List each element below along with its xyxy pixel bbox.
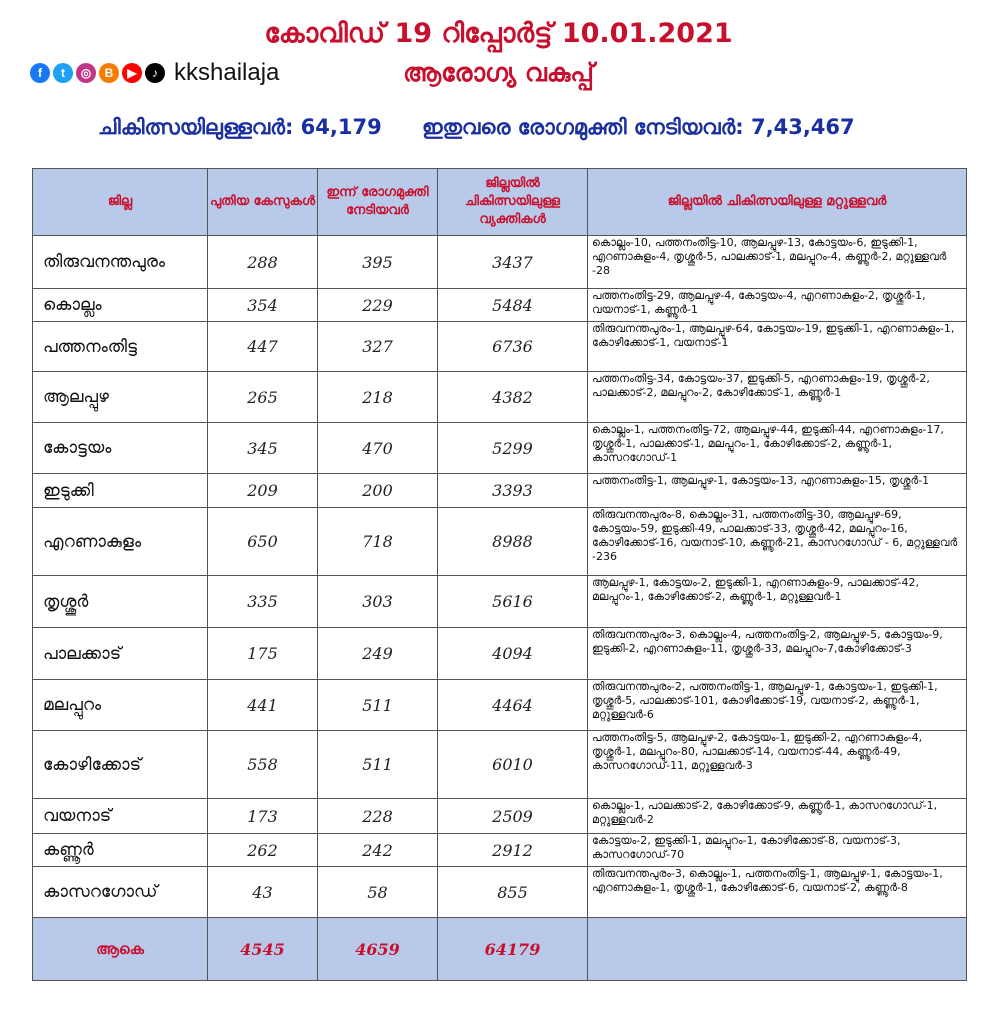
new-cases: 265 [208,372,318,423]
others-breakdown: തിരുവനന്തപുരം-2, പത്തനംതിട്ട-1, ആലപ്പുഴ-1, കോട്ടയം-1, ഇടുക്കി-1, തൃശ്ശൂർ-5, പാലക്കാട്-101, കോഴിക്കോട്-19, വയനാട്-2, കണ്ണൂർ-1, മറ്റുള്ളവർ-6 [588,680,967,731]
district-name: കാസറഗോഡ് [33,867,208,918]
recovered-today: 327 [318,322,438,372]
district-name: തിരുവനന്തപുരം [33,236,208,289]
district-name: കോഴിക്കോട് [33,731,208,799]
others-breakdown: തിരുവനന്തപുരം-8, കൊല്ലം-31, പത്തനംതിട്ട-30, ആലപ്പുഴ-69, കോട്ടയം-59, ഇടുക്കി-49, പാലക്കാട്-33, തൃശ്ശൂർ-42, മലപ്പുറം-16, കോഴിക്കോട്-16, വയനാട്-10, കണ്ണൂർ-21, കാസറഗോഡ് - 6, മറ്റുള്ളവർ -236 [588,508,967,576]
table-row [33,799,967,834]
new-cases: 447 [208,322,318,372]
others-breakdown: തിരുവനന്തപുരം-3, കൊല്ലം-4, പത്തനംതിട്ട-2, ആലപ്പുഴ-5, കോട്ടയം-9, ഇടുക്കി-2, എറണാകുളം-11, തൃശ്ശൂർ-33, മലപ്പുറം-7,കോഴിക്കോട്-3 [588,628,967,680]
table-row [33,680,967,731]
recovered-summary: ഇതുവരെ രോഗമുക്തി നേടിയവർ: 7,43,467 [422,115,855,139]
new-cases: 558 [208,731,318,799]
others-breakdown: പത്തനംതിട്ട-5, ആലപ്പുഴ-2, കോട്ടയം-1, ഇടുക്കി-2, എറണാകുളം-4, തൃശ്ശൂർ-1, മലപ്പുറം-80, പാലക്കാട്-14, വയനാട്-44, കണ്ണൂർ-49, കാസറഗോഡ്-11, മറ്റുള്ളവർ-3 [588,731,967,799]
blogger-icon[interactable]: B [99,63,119,83]
report-title: കോവിഡ് 19 റിപ്പോർട്ട് 10.01.2021 [264,18,733,49]
recovered-today: 228 [318,799,438,834]
total-label: ആകെ [33,918,208,981]
under-treatment: 2912 [438,834,588,867]
district-report-table [32,168,967,981]
recovered-today: 395 [318,236,438,289]
new-cases: 650 [208,508,318,576]
others-breakdown: ആലപ്പുഴ-1, കോട്ടയം-2, ഇടുക്കി-1, എറണാകുളം-9, പാലക്കാട്-42, മലപ്പുറം-1, കോഴിക്കോട്-2, കണ്ണൂർ-1, മറ്റുള്ളവർ-1 [588,576,967,628]
district-name: ഇടുക്കി [33,474,208,508]
new-cases-header: പുതിയ കേസുകൾ [208,169,318,236]
district-name: മലപ്പുറം [33,680,208,731]
under-treatment: 4094 [438,628,588,680]
youtube-icon[interactable]: ▶ [122,63,142,83]
table-row [33,423,967,474]
under-treatment: 6010 [438,731,588,799]
facebook-icon[interactable]: f [30,63,50,83]
district-name: ആലപ്പുഴ [33,372,208,423]
total-recovered: 4659 [318,918,438,981]
new-cases: 335 [208,576,318,628]
table-row [33,322,967,372]
under-treatment: 5484 [438,289,588,322]
table-row [33,628,967,680]
under-treatment: 5299 [438,423,588,474]
under-treatment: 855 [438,867,588,918]
others-breakdown: കൊല്ലം-1, പാലക്കാട്-2, കോഴിക്കോട്-9, കണ്ണൂർ-1, കാസറഗോഡ്-1, മറ്റുള്ളവർ-2 [588,799,967,834]
table-row [33,834,967,867]
under-treatment-header: ജില്ലയിൽ ചികിത്സയിലുള്ള വ്യക്തികൾ [438,169,588,236]
new-cases: 441 [208,680,318,731]
total-others [588,918,967,981]
table-row [33,576,967,628]
recovered-today: 470 [318,423,438,474]
others-breakdown: പത്തനംതിട്ട-34, കോട്ടയം-37, ഇടുക്കി-5, എറണാകുളം-19, തൃശ്ശൂർ-2, പാലക്കാട്-2, മലപ്പുറം-2, കോഴിക്കോട്-1, കണ്ണൂർ-1 [588,372,967,423]
under-treatment: 4382 [438,372,588,423]
recovered-today: 229 [318,289,438,322]
district-name: പത്തനംതിട്ട [33,322,208,372]
table-row [33,731,967,799]
table-row [33,508,967,576]
new-cases: 43 [208,867,318,918]
new-cases: 262 [208,834,318,867]
district-header: ജില്ല [33,169,208,236]
new-cases: 175 [208,628,318,680]
table-row [33,372,967,423]
others-breakdown: തിരുവനന്തപുരം-3, കൊല്ലം-1, പത്തനംതിട്ട-1, ആലപ്പുഴ-1, കോട്ടയം-1, എറണാകുളം-1, തൃശ്ശൂർ-1, കോഴിക്കോട്-6, വയനാട്-2, കണ്ണൂർ-8 [588,867,967,918]
social-bar [30,60,279,86]
recovered-today: 511 [318,731,438,799]
total-under-treatment: 64179 [438,918,588,981]
recovered-today: 242 [318,834,438,867]
new-cases: 209 [208,474,318,508]
others-header: ജില്ലയിൽ ചികിത്സയിലുള്ള മറ്റുള്ളവർ [588,169,967,236]
under-treatment: 3437 [438,236,588,289]
recovered-today: 58 [318,867,438,918]
recovered-today: 303 [318,576,438,628]
recovered-today-header: ഇന്ന് രോഗമുക്തി നേടിയവർ [318,169,438,236]
recovered-today: 249 [318,628,438,680]
others-breakdown: കോട്ടയം-2, ഇടുക്കി-1, മലപ്പുറം-1, കോഴിക്കോട്-8, വയനാട്-3, കാസറഗോഡ്-70 [588,834,967,867]
recovered-today: 200 [318,474,438,508]
others-breakdown: തിരുവനന്തപുരം-1, ആലപ്പുഴ-64, കോട്ടയം-19, ഇടുക്കി-1, എറണാകുളം-1, കോഴിക്കോട്-1, വയനാട്-1 [588,322,967,372]
others-breakdown: കൊല്ലം-1, പത്തനംതിട്ട-72, ആലപ്പുഴ-44, ഇടുക്കി-44, എറണാകുളം-17, തൃശ്ശൂർ-1, പാലക്കാട്-1, മലപ്പുറം-1, കോഴിക്കോട്-2, കണ്ണൂർ-1, കാസറഗോഡ്-1 [588,423,967,474]
table-row [33,289,967,322]
district-name: കൊല്ലം [33,289,208,322]
active-cases-summary: ചികിത്സയിലുള്ളവർ: 64,179 [98,115,382,139]
table-row [33,474,967,508]
new-cases: 288 [208,236,318,289]
total-new-cases: 4545 [208,918,318,981]
under-treatment: 2509 [438,799,588,834]
recovered-today: 511 [318,680,438,731]
table-row [33,236,967,289]
district-name: കണ്ണൂർ [33,834,208,867]
recovered-today: 718 [318,508,438,576]
table-header-row [33,169,967,236]
instagram-icon[interactable]: ◎ [76,63,96,83]
under-treatment: 5616 [438,576,588,628]
total-row [33,918,967,981]
new-cases: 345 [208,423,318,474]
others-breakdown: കൊല്ലം-10, പത്തനംതിട്ട-10, ആലപ്പുഴ-13, കോട്ടയം-6, ഇടുക്കി-1, എറണാകുളം-4, തൃശ്ശൂർ-5, പാലക്കാട്-1, മലപ്പുറം-4, കണ്ണൂർ-2, മറ്റുള്ളവർ -28 [588,236,967,289]
department-name: ആരോഗ്യ വകുപ്പ് [403,58,594,87]
district-name: എറണാകുളം [33,508,208,576]
new-cases: 173 [208,799,318,834]
others-breakdown: പത്തനംതിട്ട-29, ആലപ്പുഴ-4, കോട്ടയം-4, എറണാകുളം-2, തൃശ്ശൂർ-1, വയനാട്-1, കണ്ണൂർ-1 [588,289,967,322]
under-treatment: 3393 [438,474,588,508]
under-treatment: 8988 [438,508,588,576]
district-name: കോട്ടയം [33,423,208,474]
district-name: വയനാട് [33,799,208,834]
district-name: തൃശ്ശൂർ [33,576,208,628]
new-cases: 354 [208,289,318,322]
tiktok-icon[interactable]: ♪ [145,63,165,83]
district-name: പാലക്കാട് [33,628,208,680]
under-treatment: 6736 [438,322,588,372]
twitter-icon[interactable]: t [53,63,73,83]
others-breakdown: പത്തനംതിട്ട-1, ആലപ്പുഴ-1, കോട്ടയം-13, എറണാകുളം-15, തൃശ്ശൂർ-1 [588,474,967,508]
under-treatment: 4464 [438,680,588,731]
social-handle: kkshailaja [174,59,280,86]
table-row [33,867,967,918]
recovered-today: 218 [318,372,438,423]
